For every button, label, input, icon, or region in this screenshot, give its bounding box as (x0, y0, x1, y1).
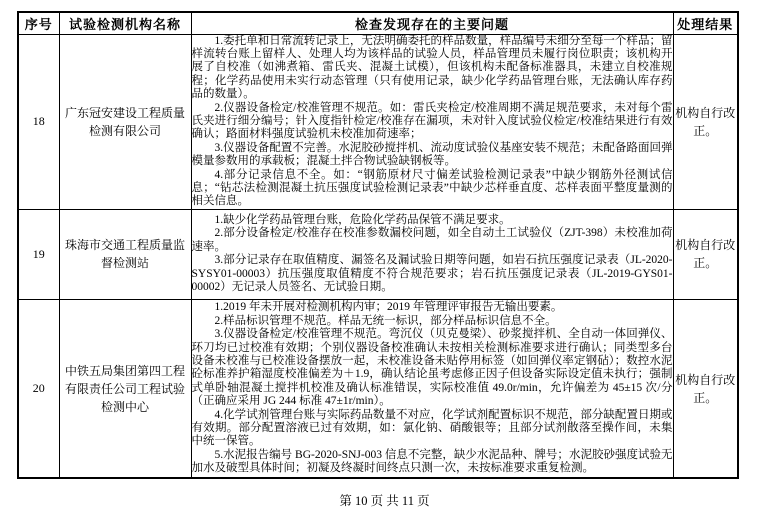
institution-name-cell: 中铁五局集团第四工程有限责任公司工程试验检测中心 (59, 299, 191, 478)
problem-item: 1.委托单和日常流转记录上，无法明确委托的样品数量，样品编号未细分至每一个样品；留样流转台账上留样人、处理人均为该样品的试验人员，样品管理员未履行岗位职责；该机构开展了自校准（如沸煮箱、雷氏夹、混凝土试模），但该机构未配备标准器具，未建立自校准规程；化学药品使用未实行动态管理（只有使用记录，缺少化学药品管理台账，无法确认库存药品的数量）。 (191, 34, 673, 101)
inspection-results-table (17, 11, 739, 479)
problem-item: 5.水泥报告编号 BG-2020-SNJ-003 信息不完整，缺少水泥品种、牌号；水泥胶砂强度试验无加水及破型具体时间；初凝及终凝时间终点只测一次，未按标准要求重复检测。 (191, 448, 673, 475)
header-institution-name: 试验检测机构名称 (59, 12, 191, 34)
table-row (18, 34, 738, 209)
table-row (18, 299, 738, 478)
header-serial-number: 序号 (18, 12, 59, 34)
problem-item: 3.仪器设备检定/校准管理不规范。弯沉仪（贝克曼梁）、砂浆搅拌机、全自动一体回弹仪、环刀均已过校准有效期；个别仪器设备校准确认未按相关检测标准要求进行确认；同类型多台设备未校准与已校准设备摆放一起，未校准设备未贴停用标签（如回弹仪率定钢砧）；数控水泥砼标准养护箱湿度校准偏差为＋1.9，确认结论虽考虑修正因子但设备实际设定值未执行；强制式单卧轴混凝土搅拌机校准及确认标准错误，实际校准值 49.0r/min，允许偏差为 45±15 次/分（正确应采用 JG 244 标准 47±1r/min）。 (191, 328, 673, 408)
problem-item: 1.2019 年未开展对检测机构内审；2019 年管理评审报告无输出要素。 (214, 301, 563, 314)
table-header-row (18, 12, 738, 34)
header-main-problems: 检查发现存在的主要问题 (191, 12, 673, 34)
problems-cell (191, 299, 673, 478)
handling-result-cell: 机构自行改正。 (673, 209, 738, 299)
handling-result-cell: 机构自行改正。 (673, 299, 738, 478)
problem-item: 1.缺少化学药品管理台账，危险化学药品保管不满足要求。 (214, 214, 511, 227)
problem-item: 4.部分记录信息不全。如：“钢筋原材尺寸偏差试验检测记录表”中缺少钢筋外径测试信息；“钻芯法检测混凝土抗压强度试验检测记录表”中缺少芯样垂直度、芯样表面平整度量测的相关信息。 (191, 168, 673, 208)
problems-cell (191, 209, 673, 299)
page-number-footer: 第 10 页 共 11 页 (339, 494, 430, 508)
serial-number-cell: 19 (18, 209, 59, 299)
serial-number-cell: 20 (18, 299, 59, 478)
problem-item: 3.部分记录存在取值精度、漏签名及漏试验日期等问题，如岩石抗压强度记录表（JL-2020-SYSY01-00003）抗压强度取值精度不符合规范要求；岩石抗压强度记录表（JL-2019-GYS01-00002）无记录人员签名、无试验日期。 (191, 254, 673, 294)
problem-item: 2.部分设备检定/校准存在校准参数漏校问题，如全自动土工试验仪（ZJT-398）未校准加荷速率。 (191, 227, 673, 253)
problem-item: 2.样品标识管理不规范。样品无统一标识，部分样品标识信息不全。 (214, 314, 557, 327)
problem-item: 3.仪器设备配置不完善。水泥胶砂搅拌机、流动度试验仪基座安装不规范；未配备路面回弹模量参数用的承载板；混凝土拌合物试验缺钢板等。 (191, 141, 673, 168)
institution-name-cell: 珠海市交通工程质量监督检测站 (59, 209, 191, 299)
problems-cell (191, 34, 673, 209)
table-row (18, 209, 738, 299)
header-handling-result: 处理结果 (673, 12, 738, 34)
problem-item: 2.仪器设备检定/校准管理不规范。如：雷氏夹检定/校准周期不满足规范要求，未对每个雷氏夹进行细分编号；针入度指针检定/校准存在漏项，未对针入度试验仪检定/校准结果进行有效确认；路面材料强度试验机未校准加荷速率； (191, 101, 673, 141)
serial-number-cell: 18 (18, 34, 59, 209)
institution-name-cell: 广东冠安建设工程质量检测有限公司 (59, 34, 191, 209)
problem-item: 4.化学试剂管理台账与实际药品数量不对应，化学试剂配置标识不规范，部分缺配置日期或有效期。部分配置溶液已过有效期，如：氯化钠、硝酸银等；且部分试剂散落至操作间，未集中统一保管。 (191, 408, 673, 448)
handling-result-cell: 机构自行改正。 (673, 34, 738, 209)
